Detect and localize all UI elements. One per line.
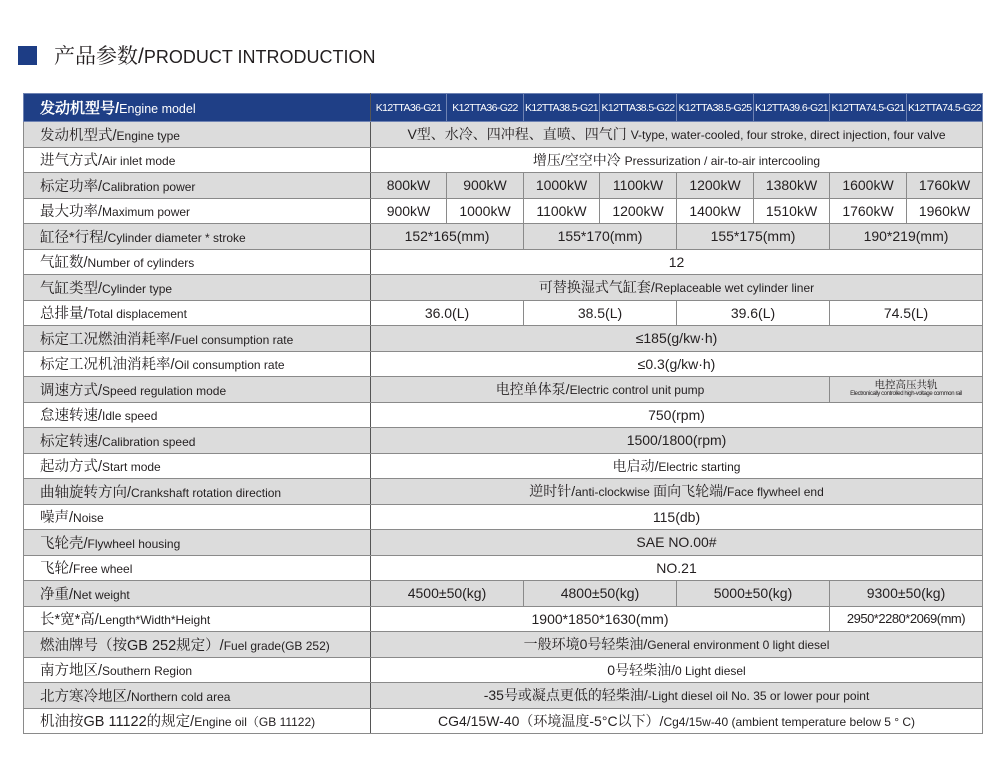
bore-stroke-1: 152*165(mm) bbox=[371, 224, 524, 250]
fuel-grade-value: 一般环境0号轻柴油/General environment 0 light diesel bbox=[371, 632, 983, 658]
net-weight-2: 4800±50(kg) bbox=[524, 581, 677, 607]
displacement-4: 74.5(L) bbox=[830, 300, 983, 326]
row-label: 起动方式/Start mode bbox=[24, 453, 371, 479]
row-label: 标定工况燃油消耗率/Fuel consumption rate bbox=[24, 326, 371, 352]
row-label: 最大功率/Maximum power bbox=[24, 198, 371, 224]
row-label: 标定转速/Calibration speed bbox=[24, 428, 371, 454]
model-col-2: K12TTA36-G22 bbox=[447, 94, 524, 122]
row-crankshaft-rotation bbox=[24, 479, 983, 505]
row-label: 标定工况机油消耗率/Oil consumption rate bbox=[24, 351, 371, 377]
row-noise bbox=[24, 504, 983, 530]
row-maximum-power bbox=[24, 198, 983, 224]
row-label: 南方地区/Southern Region bbox=[24, 657, 371, 683]
bore-stroke-4: 190*219(mm) bbox=[830, 224, 983, 250]
row-label: 标定功率/Calibration power bbox=[24, 173, 371, 199]
calibration-speed-value: 1500/1800(rpm) bbox=[371, 428, 983, 454]
row-calibration-power bbox=[24, 173, 983, 199]
row-label: 曲轴旋转方向/Crankshaft rotation direction bbox=[24, 479, 371, 505]
row-engine-type bbox=[24, 122, 983, 148]
row-flywheel-housing bbox=[24, 530, 983, 556]
row-start-mode bbox=[24, 453, 983, 479]
model-col-6: K12TTA39.6-G21 bbox=[754, 94, 830, 122]
row-idle-speed bbox=[24, 402, 983, 428]
title-cn: 产品参数/ bbox=[54, 45, 144, 68]
header-row bbox=[24, 94, 983, 122]
row-oil-consumption bbox=[24, 351, 983, 377]
max-power-3: 1100kW bbox=[524, 198, 600, 224]
row-dimensions bbox=[24, 606, 983, 632]
cal-power-2: 900kW bbox=[447, 173, 524, 199]
row-label: 怠速转速/Idle speed bbox=[24, 402, 371, 428]
engine-model-label: 发动机型号/Engine model bbox=[24, 94, 371, 122]
row-calibration-speed bbox=[24, 428, 983, 454]
speed-regulation-value: 电控单体泵/Electric control unit pump bbox=[371, 377, 830, 403]
spec-table bbox=[23, 93, 983, 734]
row-northern-cold bbox=[24, 683, 983, 709]
cal-power-1: 800kW bbox=[371, 173, 447, 199]
flywheel-housing-value: SAE NO.00# bbox=[371, 530, 983, 556]
air-inlet-value: 增压/空空中冷 Pressurization / air-to-air intercooling bbox=[371, 147, 983, 173]
row-net-weight bbox=[24, 581, 983, 607]
dimensions-1: 1900*1850*1630(mm) bbox=[371, 606, 830, 632]
row-cylinder-type bbox=[24, 275, 983, 301]
model-col-7: K12TTA74.5-G21 bbox=[830, 94, 907, 122]
row-speed-regulation bbox=[24, 377, 983, 403]
model-col-8: K12TTA74.5-G22 bbox=[907, 94, 983, 122]
cylinder-type-value: 可替换湿式气缸套/Replaceable wet cylinder liner bbox=[371, 275, 983, 301]
idle-speed-value: 750(rpm) bbox=[371, 402, 983, 428]
dimensions-2: 2950*2280*2069(mm) bbox=[830, 606, 983, 632]
row-label: 北方寒冷地区/Northern cold area bbox=[24, 683, 371, 709]
row-label: 飞轮壳/Flywheel housing bbox=[24, 530, 371, 556]
row-fuel-grade bbox=[24, 632, 983, 658]
cal-power-5: 1200kW bbox=[677, 173, 754, 199]
engine-oil-value: CG4/15W-40（环境温度-5°C以下）/Cg4/15w-40 (ambient temperature below 5 ° C) bbox=[371, 708, 983, 734]
max-power-8: 1960kW bbox=[907, 198, 983, 224]
net-weight-1: 4500±50(kg) bbox=[371, 581, 524, 607]
model-col-1: K12TTA36-G21 bbox=[371, 94, 447, 122]
row-bore-stroke bbox=[24, 224, 983, 250]
row-label: 发动机型式/Engine type bbox=[24, 122, 371, 148]
section-title bbox=[18, 42, 376, 68]
crankshaft-rotation-value: 逆时针/anti-clockwise 面向飞轮端/Face flywheel end bbox=[371, 479, 983, 505]
row-southern-region bbox=[24, 657, 983, 683]
cylinders-value: 12 bbox=[371, 249, 983, 275]
row-label: 气缸类型/Cylinder type bbox=[24, 275, 371, 301]
max-power-4: 1200kW bbox=[600, 198, 677, 224]
northern-cold-value: -35号或凝点更低的轻柴油/-Light diesel oil No. 35 or lower pour point bbox=[371, 683, 983, 709]
noise-value: 115(db) bbox=[371, 504, 983, 530]
cal-power-6: 1380kW bbox=[754, 173, 830, 199]
max-power-7: 1760kW bbox=[830, 198, 907, 224]
row-label: 噪声/Noise bbox=[24, 504, 371, 530]
row-label: 燃油牌号（按GB 252规定）/Fuel grade(GB 252) bbox=[24, 632, 371, 658]
displacement-1: 36.0(L) bbox=[371, 300, 524, 326]
row-label: 机油按GB 11122的规定/Engine oil（GB 11122) bbox=[24, 708, 371, 734]
bore-stroke-2: 155*170(mm) bbox=[524, 224, 677, 250]
title-en: PRODUCT INTRODUCTION bbox=[143, 47, 376, 67]
max-power-5: 1400kW bbox=[677, 198, 754, 224]
row-label: 飞轮/Free wheel bbox=[24, 555, 371, 581]
net-weight-3: 5000±50(kg) bbox=[677, 581, 830, 607]
max-power-2: 1000kW bbox=[447, 198, 524, 224]
page-title bbox=[54, 40, 376, 70]
free-wheel-value: NO.21 bbox=[371, 555, 983, 581]
displacement-3: 39.6(L) bbox=[677, 300, 830, 326]
row-label: 进气方式/Air inlet mode bbox=[24, 147, 371, 173]
bore-stroke-3: 155*175(mm) bbox=[677, 224, 830, 250]
row-label: 调速方式/Speed regulation mode bbox=[24, 377, 371, 403]
model-col-4: K12TTA38.5-G22 bbox=[600, 94, 677, 122]
engine-type-value: V型、水冷、四冲程、直喷、四气门 V-type, water-cooled, four stroke, direct injection, four valve bbox=[371, 122, 983, 148]
cal-power-3: 1000kW bbox=[524, 173, 600, 199]
cal-power-7: 1600kW bbox=[830, 173, 907, 199]
fuel-consumption-value: ≤185(g/kw·h) bbox=[371, 326, 983, 352]
model-col-5: K12TTA38.5-G25 bbox=[677, 94, 754, 122]
row-engine-oil bbox=[24, 708, 983, 734]
model-col-3: K12TTA38.5-G21 bbox=[524, 94, 600, 122]
row-displacement bbox=[24, 300, 983, 326]
row-label: 长*宽*高/Length*Width*Height bbox=[24, 606, 371, 632]
cal-power-8: 1760kW bbox=[907, 173, 983, 199]
max-power-6: 1510kW bbox=[754, 198, 830, 224]
speed-regulation-alt: 电控高压共轨 Electronically controlled high-voltage common rail bbox=[830, 377, 983, 403]
row-label: 气缸数/Number of cylinders bbox=[24, 249, 371, 275]
row-fuel-consumption bbox=[24, 326, 983, 352]
southern-region-value: 0号轻柴油/0 Light diesel bbox=[371, 657, 983, 683]
row-label: 总排量/Total displacement bbox=[24, 300, 371, 326]
row-cylinders bbox=[24, 249, 983, 275]
title-square-icon bbox=[18, 46, 37, 65]
row-air-inlet bbox=[24, 147, 983, 173]
row-label: 缸径*行程/Cylinder diameter * stroke bbox=[24, 224, 371, 250]
cal-power-4: 1100kW bbox=[600, 173, 677, 199]
start-mode-value: 电启动/Electric starting bbox=[371, 453, 983, 479]
displacement-2: 38.5(L) bbox=[524, 300, 677, 326]
max-power-1: 900kW bbox=[371, 198, 447, 224]
net-weight-4: 9300±50(kg) bbox=[830, 581, 983, 607]
oil-consumption-value: ≤0.3(g/kw·h) bbox=[371, 351, 983, 377]
row-free-wheel bbox=[24, 555, 983, 581]
row-label: 净重/Net weight bbox=[24, 581, 371, 607]
